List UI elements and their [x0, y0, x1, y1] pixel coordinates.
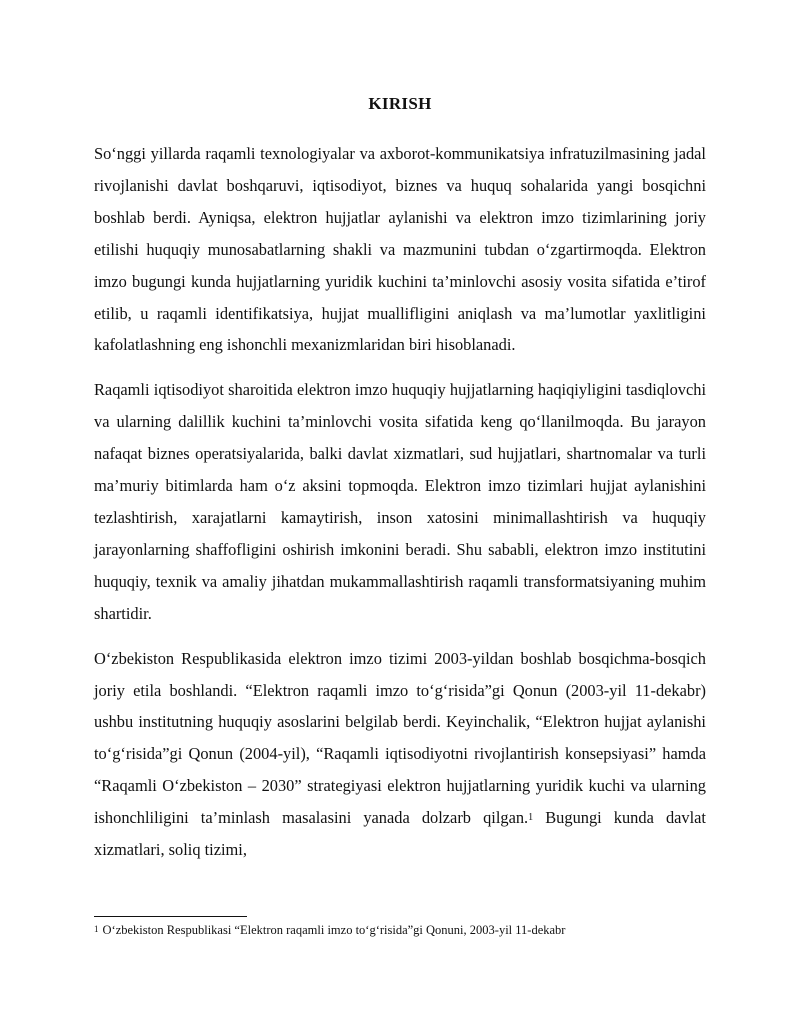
footnote	[94, 921, 734, 939]
paragraph-3-text: O‘zbekiston Respublikasida elektron imzo tizimi 2003-yildan boshlab bosqichma-bosqich joriy etila boshlandi. “Elektron raqamli imzo to‘g‘risida”gi Qonun (2003-yil 11-dekabr) ushbu institutning huquqiy asoslarini belgilab berdi. Keyinchalik, “Elektron hujjat aylanishi to‘g‘risida”gi Qonun (2004-yil), “Raqamli iqtisodiyotni rivojlantirish konsepsiyasi” hamda “Raqamli O‘zbekiston – 2030” strategiyasi elektron hujjatlarning yuridik kuchi va ularning ishonchliligini ta’minlash masalasini yanada dolzarb qilgan.	[94, 648, 706, 828]
footnote-reference[interactable]: 1	[528, 812, 534, 824]
document-body	[94, 138, 706, 879]
footnote-marker: 1	[94, 924, 99, 934]
paragraph-3-continuation: Bugungi kunda davlat xizmatlari, soliq tizimi,	[94, 808, 706, 860]
footnote-text: O‘zbekiston Respublikasi “Elektron raqamli imzo to‘g‘risida”gi Qonuni, 2003-yil 11-dekabr	[102, 923, 566, 937]
paragraph-3	[94, 643, 706, 866]
paragraph-2: Raqamli iqtisodiyot sharoitida elektron imzo huquqiy hujjatlarning haqiqiyligini tasdiqlovchi va ularning dalillik kuchini ta’minlovchi vosita sifatida keng qo‘llanilmoqda. Bu jarayon nafaqat biznes operatsiyalarida, balki davlat xizmatlari, sud hujjatlari, shartnomalar va turli ma’muriy bitimlarda ham o‘z aksini topmoqda. Elektron imzo tizimlari hujjat aylanishini tezlashtirish, xarajatlarni kamaytirish, inson xatosini minimallashtirish va huquqiy jarayonlarning shaffofligini oshirish imkonini beradi. Shu sababli, elektron imzo institutini huquqiy, texnik va amaliy jihatdan mukammallashtirish raqamli transformatsiyaning muhim shartidir.	[94, 380, 706, 623]
page-title: KIRISH	[368, 94, 432, 113]
paragraph-1: So‘nggi yillarda raqamli texnologiyalar va axborot-kommunikatsiya infratuzilmasining jadal rivojlanishi davlat boshqaruvi, iqtisodiyot, biznes va huquq sohalarida yangi bosqichni boshlab berdi. Ayniqsa, elektron hujjatlar aylanishi va elektron imzo tizimlarining joriy etilishi huquqiy munosabatlarning shakli va mazmunini tubdan o‘zgartirmoqda. Elektron imzo bugungi kunda hujjatlarning yuridik kuchini ta’minlovchi asosiy vosita sifatida e’tirof etilib, u raqamli identifikatsiya, hujjat muallifligini aniqlash va ma’lumotlar yaxlitligini kafolatlashning eng ishonchli mexanizmlaridan biri hisoblanadi.	[94, 144, 706, 355]
footnote-separator	[94, 916, 247, 917]
